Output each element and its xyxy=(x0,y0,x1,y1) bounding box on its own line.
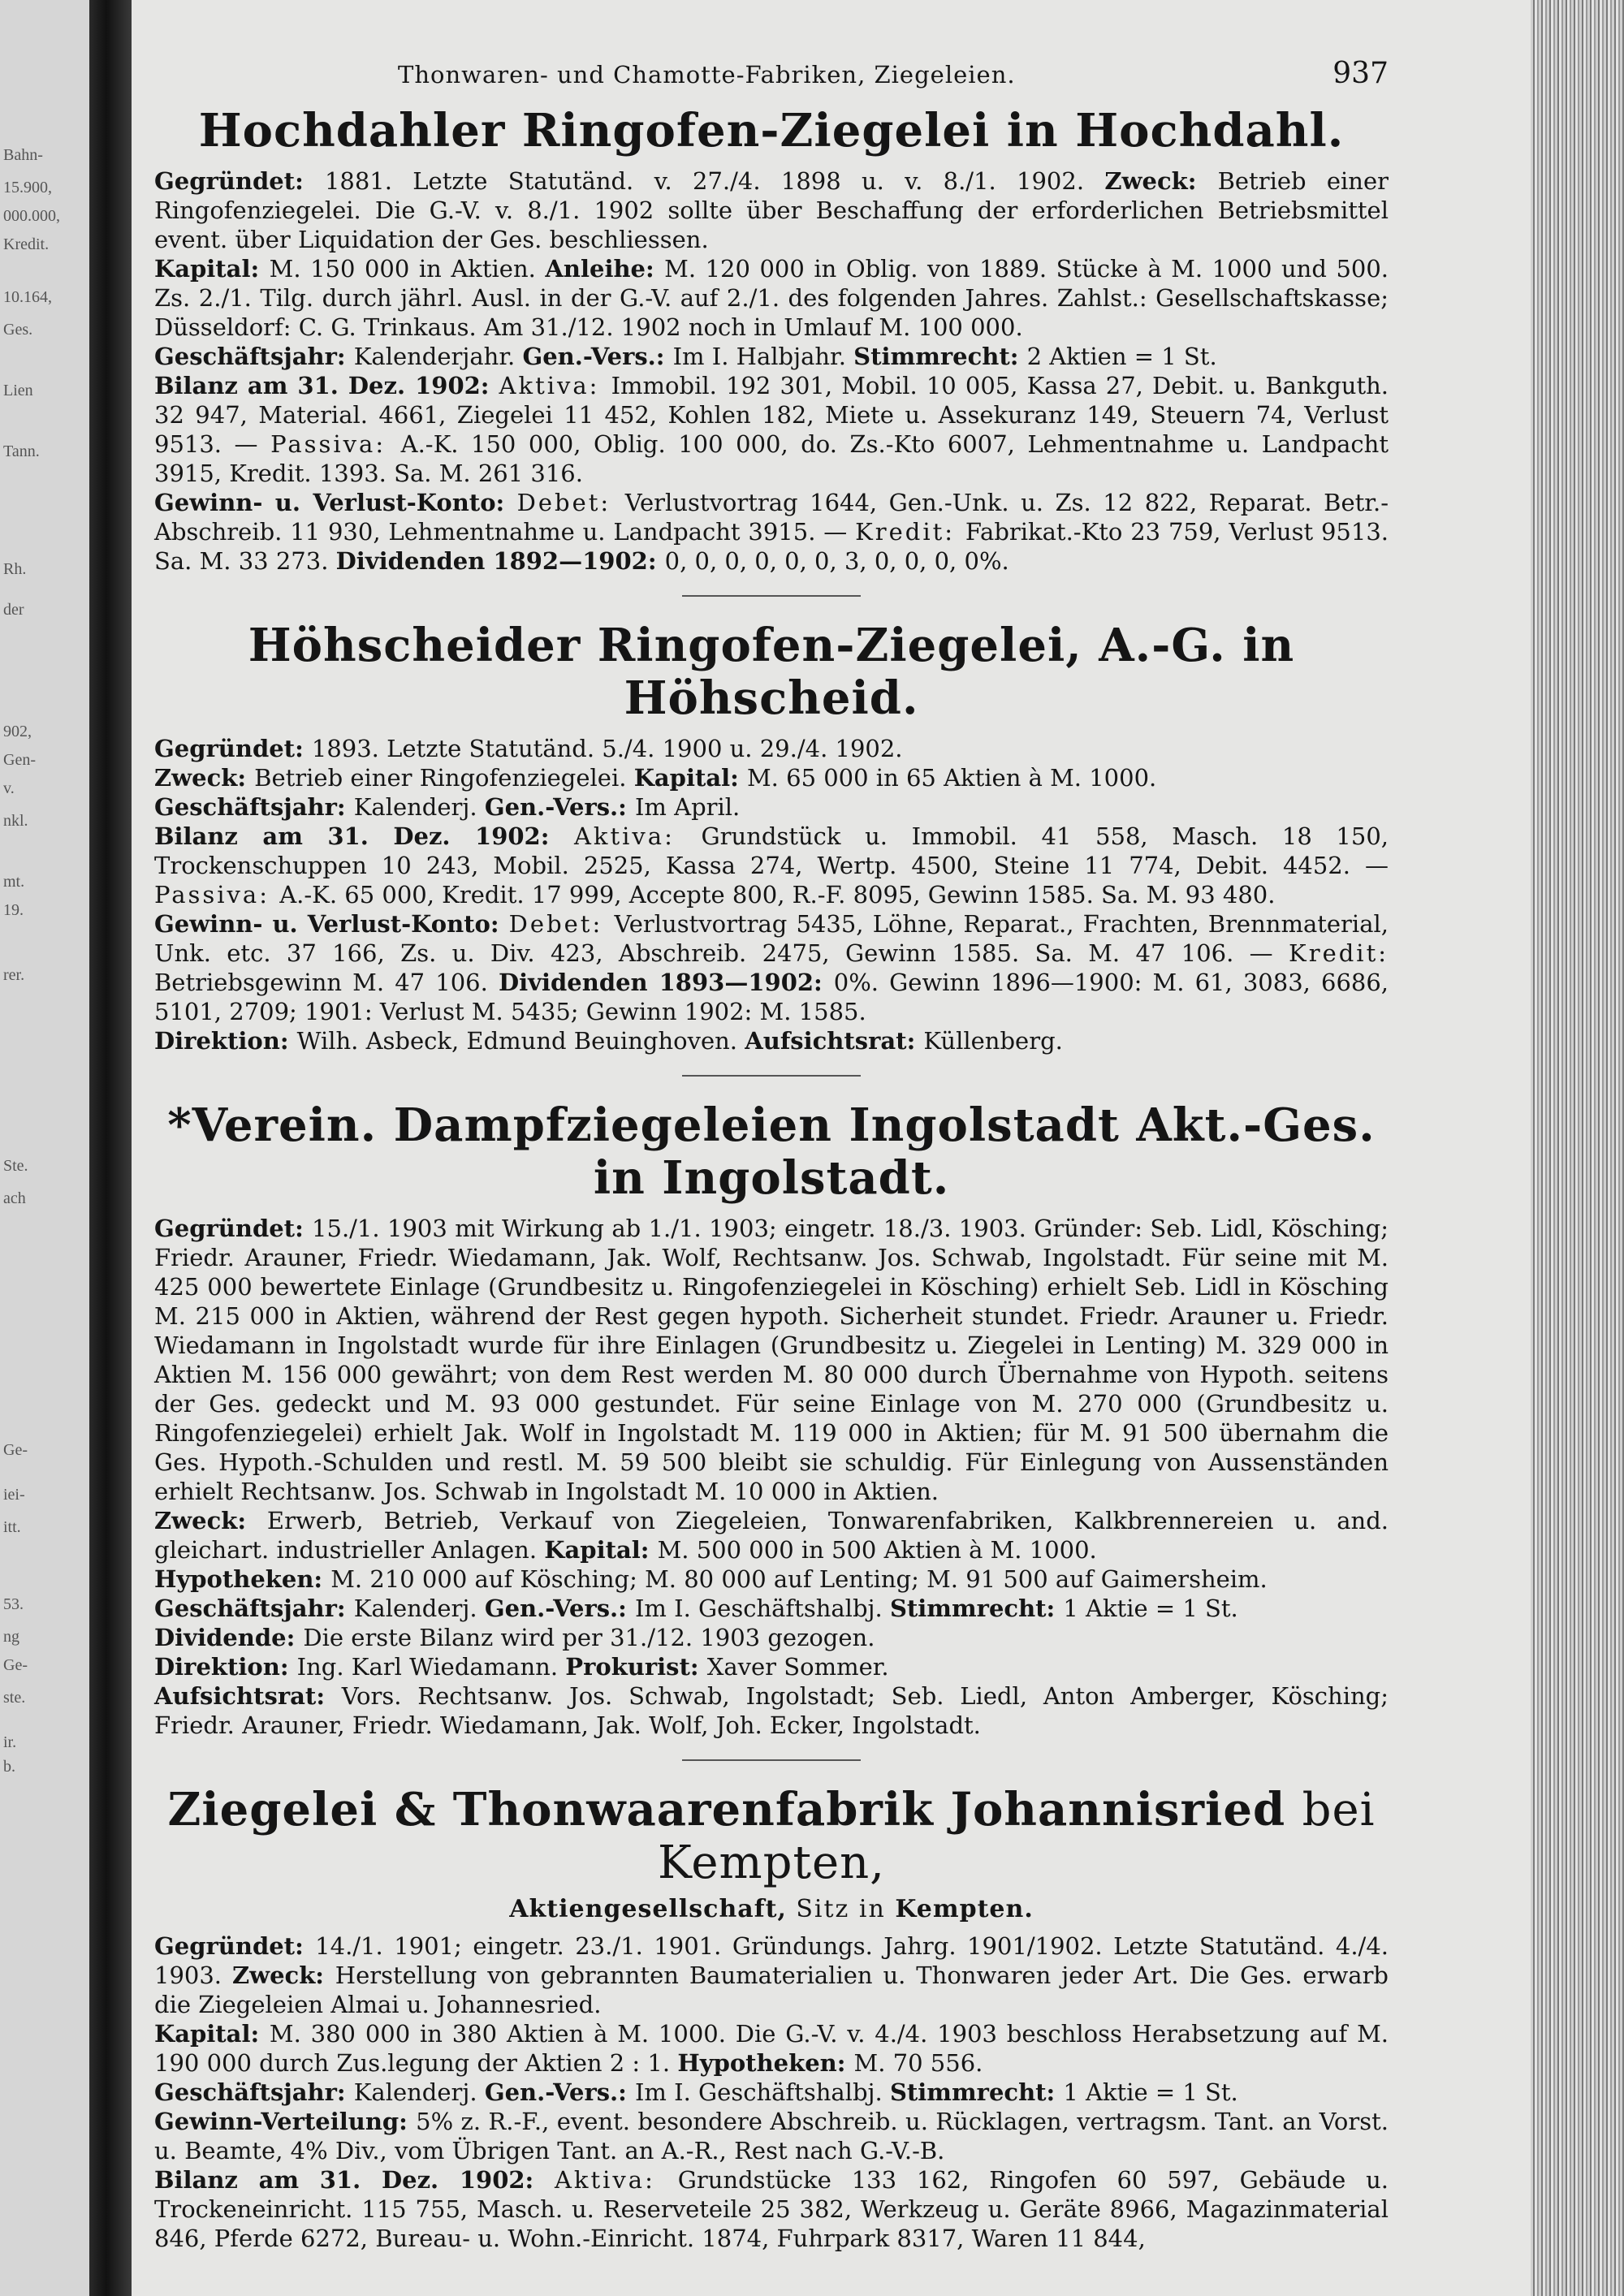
field-label: Kapital: xyxy=(544,1535,658,1564)
facing-page-fragment: ir. xyxy=(3,1733,17,1751)
text-run: Ing. Karl Wiedamann. xyxy=(296,1652,566,1681)
field-label: Kapital: xyxy=(154,255,270,283)
text-run: Debet: xyxy=(508,910,615,939)
field-label: Gewinn-Verteilung: xyxy=(154,2107,417,2135)
facing-page-fragment: mt. xyxy=(3,873,25,891)
field-label: Gegründet: xyxy=(154,167,325,196)
entry-paragraph xyxy=(154,1564,1389,1594)
text-run: Kalenderj. xyxy=(353,793,485,822)
text-run: 14./1. 1901; eingetr. 23./1. 1901. Gründungs. Jahrg. 1901/1902. Letzte Statutänd. 4./4. 1903. xyxy=(154,1931,1389,1989)
text-run: Kalenderj. xyxy=(353,2078,485,2106)
text-run: M. 65 000 in 65 Aktien à M. 1000. xyxy=(746,764,1157,792)
field-label: Gen.-Vers.: xyxy=(522,343,673,371)
section-divider xyxy=(682,595,861,597)
field-label: Geschäftsjahr: xyxy=(154,343,354,371)
field-label: Stimmrecht: xyxy=(889,1594,1064,1622)
facing-page-strip xyxy=(0,0,89,2296)
entry-title-text: Ziegelei & Thonwaarenfabrik Johannisried xyxy=(167,1782,1286,1836)
facing-page-fragment: der xyxy=(3,601,24,619)
text-run: 0%. Gewinn 1896—1900: M. 61, 3083, 6686, 5101, 2709; 1901: Verlust M. 5435; Gewinn 1902: M. 1585. xyxy=(154,969,1389,1026)
field-label: Gegründet: xyxy=(154,735,312,763)
field-label: Gegründet: xyxy=(154,1214,313,1242)
entry-paragraph xyxy=(154,342,1389,371)
field-label: Stimmrecht: xyxy=(853,343,1027,371)
field-label: Geschäftsjahr: xyxy=(154,1594,354,1622)
text-run: Passiva: xyxy=(270,430,401,459)
text-run: Aktiva: xyxy=(554,2165,678,2194)
text-run: Die erste Bilanz wird per 31./12. 1903 gezogen. xyxy=(303,1623,875,1651)
entry-paragraph xyxy=(154,488,1389,576)
field-label: Gen.-Vers.: xyxy=(484,2078,635,2106)
facing-page-fragment: iei- xyxy=(3,1486,25,1504)
text-run: Grundstücke 133 162, Ringofen 60 597, Gebäude u. Trockeneinricht. 115 755, Masch. u. Reserveteile 25 382, Werkzeug u. Geräte 8966, Magazinmaterial 846, Pferde 6272, Bureau- u. Wohn.-Einricht. 1874, Fuhrpark 8317, Waren 11 844, xyxy=(154,2165,1389,2252)
text-run: M. 210 000 auf Kösching; M. 80 000 auf Lenting; M. 91 500 auf Gaimersheim. xyxy=(330,1564,1268,1593)
text-run: Passiva: xyxy=(154,881,280,909)
field-label: Geschäftsjahr: xyxy=(154,2078,354,2106)
field-label: Gewinn- u. Verlust-Konto: xyxy=(154,489,517,517)
company-entry xyxy=(154,105,1389,576)
page-number: 937 xyxy=(1332,57,1389,90)
field-label: Zweck: xyxy=(1104,167,1218,196)
field-label: Gen.-Vers.: xyxy=(484,1594,635,1622)
field-label: Dividenden 1893—1902: xyxy=(498,969,834,997)
text-run: Kredit: xyxy=(855,518,965,546)
facing-page-fragment: Lien xyxy=(3,382,33,399)
text-run: Betrieb einer Ringofenziegelei. xyxy=(254,764,634,792)
entry-paragraph xyxy=(154,734,1389,763)
entry-subtitle xyxy=(154,1895,1389,1923)
text-run: Erwerb, Betrieb, Verkauf von Ziegeleien, Tonwarenfabriken, Kalkbrennereien u. and. gleichart. industrieller Anlagen. xyxy=(154,1506,1389,1564)
text-run: Debet: xyxy=(516,489,625,517)
text-run: 1 Aktie = 1 St. xyxy=(1063,2078,1238,2106)
field-label: Gegründet: xyxy=(154,1931,316,1960)
facing-page-fragment: 10.164, xyxy=(3,288,52,306)
text-run: 2 Aktien = 1 St. xyxy=(1026,343,1217,371)
entry-title-suffix: bei Kempten, xyxy=(658,1783,1376,1890)
text-run: Im I. Halbjahr. xyxy=(672,343,854,371)
text-run: Kalenderjahr. xyxy=(353,343,523,371)
entry-title xyxy=(154,619,1389,724)
field-label: Bilanz am 31. Dez. 1902: xyxy=(154,2165,555,2194)
text-run: Kalenderj. xyxy=(353,1594,485,1622)
text-run: Immobil. 192 301, Mobil. 10 005, Kassa 27, Debit. u. Bankguth. 32 947, Material. 4661, Ziegelei 11 452, Kohlen 182, Miete u. Assekuranz 149, Steuern 74, Verlust 9513. — xyxy=(154,372,1389,459)
facing-page-fragment: b. xyxy=(3,1758,15,1776)
text-run: Xaver Sommer. xyxy=(706,1652,889,1681)
entry-title xyxy=(154,105,1389,157)
field-label: Aufsichtsrat: xyxy=(154,1681,342,1710)
facing-page-fragment: 53. xyxy=(3,1595,24,1613)
section-divider xyxy=(682,1075,861,1077)
field-label: Dividende: xyxy=(154,1623,304,1651)
field-label: Bilanz am 31. Dez. 1902: xyxy=(154,822,574,851)
facing-page-fragment: Ge- xyxy=(3,1441,28,1459)
facing-page-fragment: Kredit. xyxy=(3,235,50,253)
text-run: M. 120 000 in Oblig. von 1889. Stücke à M. 1000 und 500. Zs. 2./1. Tilg. durch jährl. Ausl. in der G.-V. auf 2./1. des folgenden Jahres. Zahlst.: Gesellschaftskasse; Düsseldorf: C. G. Trinkaus. Am 31./12. 1902 noch in Umlauf M. 100 000. xyxy=(154,255,1389,342)
text-run: 0, 0, 0, 0, 0, 0, 3, 0, 0, 0, 0%. xyxy=(664,547,1009,576)
text-run: Verlustvortrag 5435, Löhne, Reparat., Frachten, Brennmaterial, Unk. etc. 37 166, Zs. u. Div. 423, Abschreib. 2475, Gewinn 1585. Sa. M. 47 106. — xyxy=(154,910,1389,968)
entry-paragraph xyxy=(154,1026,1389,1055)
text-run: M. 150 000 in Aktien. xyxy=(269,255,546,283)
entry-paragraph xyxy=(154,1681,1389,1740)
field-label: Kapital: xyxy=(633,764,747,792)
field-label: Geschäftsjahr: xyxy=(154,793,354,822)
field-label: Stimmrecht: xyxy=(889,2078,1064,2106)
facing-page-fragment: Rh. xyxy=(3,560,27,578)
text-run: Kredit: xyxy=(1289,939,1389,968)
text-run: A.-K. 150 000, Oblig. 100 000, do. Zs.-Kto 6007, Lehmentnahme u. Landpacht 3915, Kredit. 1393. Sa. M. 261 316. xyxy=(154,430,1389,488)
entry-title-text: Hochdahler Ringofen-Ziegelei in Hochdahl. xyxy=(198,104,1345,158)
text-run: Vors. Rechtsanw. Jos. Schwab, Ingolstadt; Seb. Liedl, Anton Amberger, Kösching; Friedr. Arauner, Friedr. Wiedamann, Jak. Wolf, Joh. Ecker, Ingolstadt. xyxy=(154,1681,1389,1739)
field-label: Zweck: xyxy=(231,1961,335,1989)
entry-paragraph xyxy=(154,2107,1389,2165)
entry-paragraph xyxy=(154,1652,1389,1681)
text-run: M. 500 000 in 500 Aktien à M. 1000. xyxy=(657,1535,1097,1564)
field-label: Aufsichtsrat: xyxy=(745,1027,924,1055)
facing-page-fragment: ach xyxy=(3,1189,26,1207)
facing-page-fragment: Ge- xyxy=(3,1656,28,1674)
field-label: Hypotheken: xyxy=(154,1564,331,1593)
entry-paragraph xyxy=(154,909,1389,1026)
facing-page-fragment: v. xyxy=(3,779,15,797)
entry-title xyxy=(154,1099,1389,1204)
facing-page-fragment: Bahn- xyxy=(3,146,43,164)
text-run: Betriebsgewinn M. 47 106. xyxy=(154,969,499,997)
field-label: Hypotheken: xyxy=(677,2048,854,2077)
text-run: Herstellung von gebrannten Baumaterialien u. Thonwaren jeder Art. Die Ges. erwarb die Ziegeleien Almai u. Johannesried. xyxy=(154,1961,1389,2018)
text-run: Aktiengesellschaft, xyxy=(509,1894,797,1923)
text-run: Aktiva: xyxy=(499,372,611,400)
field-label: Gen.-Vers.: xyxy=(484,793,635,822)
entry-paragraph xyxy=(154,2019,1389,2078)
text-run: Fabrikat.-Kto 23 759, Verlust 9513. Sa. M. 33 273. xyxy=(154,518,1389,576)
text-run: Sitz in xyxy=(796,1894,896,1923)
entry-paragraph xyxy=(154,1931,1389,2019)
text-run: Küllenberg. xyxy=(923,1027,1063,1055)
text-run: Grundstück u. Immobil. 41 558, Masch. 18 150, Trockenschuppen 10 243, Mobil. 2525, Kassa 274, Wertp. 4500, Steine 11 774, Debit. 4452. — xyxy=(154,822,1389,880)
text-run: 15./1. 1903 mit Wirkung ab 1./1. 1903; eingetr. 18./3. 1903. Gründer: Seb. Lidl, Kösching; Friedr. Arauner, Friedr. Wiedamann, Jak. Wolf, Rechtsanw. Jos. Schwab, Ingolstadt. Für seine mit M. 425 000 bewertete Einlage (Grundbesitz u. Ringofenziegelei in Kösching) erhielt Seb. Lidl in Kösching M. 215 000 in Aktien, während der Rest gegen hypoth. Sicherheit stundet. Friedr. Arauner u. Friedr. Wiedamann in Ingolstadt wurde für ihre Einlagen (Grundbesitz u. Ziegelei in Lenting) M. 329 000 in Aktien M. 156 000 gewährt; von dem Rest werden M. 80 000 durch Übernahme von Hypoth. seitens der Ges. gedeckt und M. 93 000 gestundet. Für seine Einlage von M. 270 000 (Grundbesitz u. Ringofenziegelei) erhielt Jak. Wolf in Ingolstadt M. 119 000 in Aktien; für M. 91 500 übernahm die Ges. Hypoth.-Schulden und restl. M. 59 500 bleibt sie schuldig. Für Einlegung von Aussenständen erhielt Rechtsanw. Jos. Schwab in Ingolstadt M. 10 000 in Aktien. xyxy=(154,1214,1389,1505)
facing-page-fragment: ng xyxy=(3,1628,19,1646)
field-label: Anleihe: xyxy=(545,255,665,283)
page-content xyxy=(154,57,1389,2253)
facing-page-fragment: Ste. xyxy=(3,1157,28,1175)
field-label: Prokurist: xyxy=(565,1652,707,1681)
entry-paragraph xyxy=(154,1214,1389,1506)
field-label: Bilanz am 31. Dez. 1902: xyxy=(154,372,499,400)
facing-page-fragment: Gen- xyxy=(3,751,36,769)
facing-page-fragment: 902, xyxy=(3,723,32,740)
text-run: 1881. Letzte Statutänd. v. 27./4. 1898 u. v. 8./1. 1902. xyxy=(324,167,1105,196)
field-label: Zweck: xyxy=(154,764,255,792)
text-run: Aktiva: xyxy=(573,822,702,851)
text-run: Im April. xyxy=(634,793,741,822)
field-label: Direktion: xyxy=(154,1027,297,1055)
entry-title-text: Höhscheider Ringofen-Ziegelei, A.-G. in Höhscheid. xyxy=(248,619,1295,725)
field-label: Kapital: xyxy=(154,2019,270,2048)
book-page xyxy=(132,0,1531,2296)
running-header xyxy=(398,57,1389,90)
book-gutter xyxy=(89,0,132,2296)
company-entry xyxy=(154,1784,1389,2253)
section-divider xyxy=(682,1759,861,1761)
text-run: Im I. Geschäftshalbj. xyxy=(634,2078,890,2106)
text-run: Im I. Geschäftshalbj. xyxy=(634,1594,890,1622)
text-run: 1893. Letzte Statutänd. 5./4. 1900 u. 29./4. 1902. xyxy=(311,735,903,763)
text-run: M. 70 556. xyxy=(853,2048,983,2077)
company-entry xyxy=(154,619,1389,1055)
page-stack-edge xyxy=(1531,0,1624,2296)
facing-page-fragment: Tann. xyxy=(3,442,40,460)
entry-paragraph xyxy=(154,1506,1389,1564)
facing-page-fragment: itt. xyxy=(3,1518,21,1536)
text-run: A.-K. 65 000, Kredit. 17 999, Accepte 800, R.-F. 8095, Gewinn 1585. Sa. M. 93 480. xyxy=(279,881,1276,909)
entry-title-text: *Verein. Dampfziegeleien Ingolstadt Akt.-Ges. in Ingolstadt. xyxy=(167,1098,1376,1205)
facing-page-fragment: ste. xyxy=(3,1689,26,1707)
company-entry xyxy=(154,1099,1389,1740)
facing-page-fragment: 000.000, xyxy=(3,207,60,225)
text-run: Verlustvortrag 1644, Gen.-Unk. u. Zs. 12 822, Reparat. Betr.-Abschreib. 11 930, Lehmentnahme u. Landpacht 3915. — xyxy=(154,489,1389,546)
text-run: Betrieb einer Ringofenziegelei. Die G.-V. v. 8./1. 1902 sollte über Beschaffung der erforderlichen Betriebsmittel event. über Liquidation der Ges. beschliessen. xyxy=(154,167,1389,254)
entry-paragraph xyxy=(154,254,1389,342)
field-label: Direktion: xyxy=(154,1652,297,1681)
field-label: Dividenden 1892—1902: xyxy=(335,547,665,576)
running-title: Thonwaren- und Chamotte-Fabriken, Ziegeleien. xyxy=(398,61,1016,88)
field-label: Gewinn- u. Verlust-Konto: xyxy=(154,910,509,939)
text-run: 5% z. R.-F., event. besondere Abschreib. u. Rücklagen, vertragsm. Tant. an Vorst. u. Beamte, 4% Div., vom Übrigen Tant. an A.-R., Rest nach G.-V.-B. xyxy=(154,2107,1389,2164)
facing-page-fragment: 15.900, xyxy=(3,179,52,196)
text-run: M. 380 000 in 380 Aktien à M. 1000. Die G.-V. v. 4./4. 1903 beschloss Herabsetzung auf M. 190 000 durch Zus.legung der Aktien 2 : 1. xyxy=(154,2019,1389,2077)
text-run: Wilh. Asbeck, Edmund Beuinghoven. xyxy=(296,1027,745,1055)
facing-page-fragment: rer. xyxy=(3,966,25,984)
entry-paragraph xyxy=(154,763,1389,792)
facing-page-fragment: 19. xyxy=(3,901,24,919)
entry-paragraph xyxy=(154,2165,1389,2253)
entry-paragraph xyxy=(154,371,1389,488)
entry-paragraph xyxy=(154,1594,1389,1623)
field-label: Zweck: xyxy=(154,1506,267,1534)
entry-paragraph xyxy=(154,166,1389,254)
entries xyxy=(154,105,1389,2253)
facing-page-fragment: nkl. xyxy=(3,812,28,830)
entry-title xyxy=(154,1784,1389,1890)
entry-paragraph xyxy=(154,792,1389,822)
facing-page-fragment: Ges. xyxy=(3,321,33,339)
entry-paragraph xyxy=(154,822,1389,909)
text-run: 1 Aktie = 1 St. xyxy=(1063,1594,1238,1622)
entry-paragraph xyxy=(154,2078,1389,2107)
text-run: Kempten. xyxy=(895,1894,1034,1923)
entry-paragraph xyxy=(154,1623,1389,1652)
